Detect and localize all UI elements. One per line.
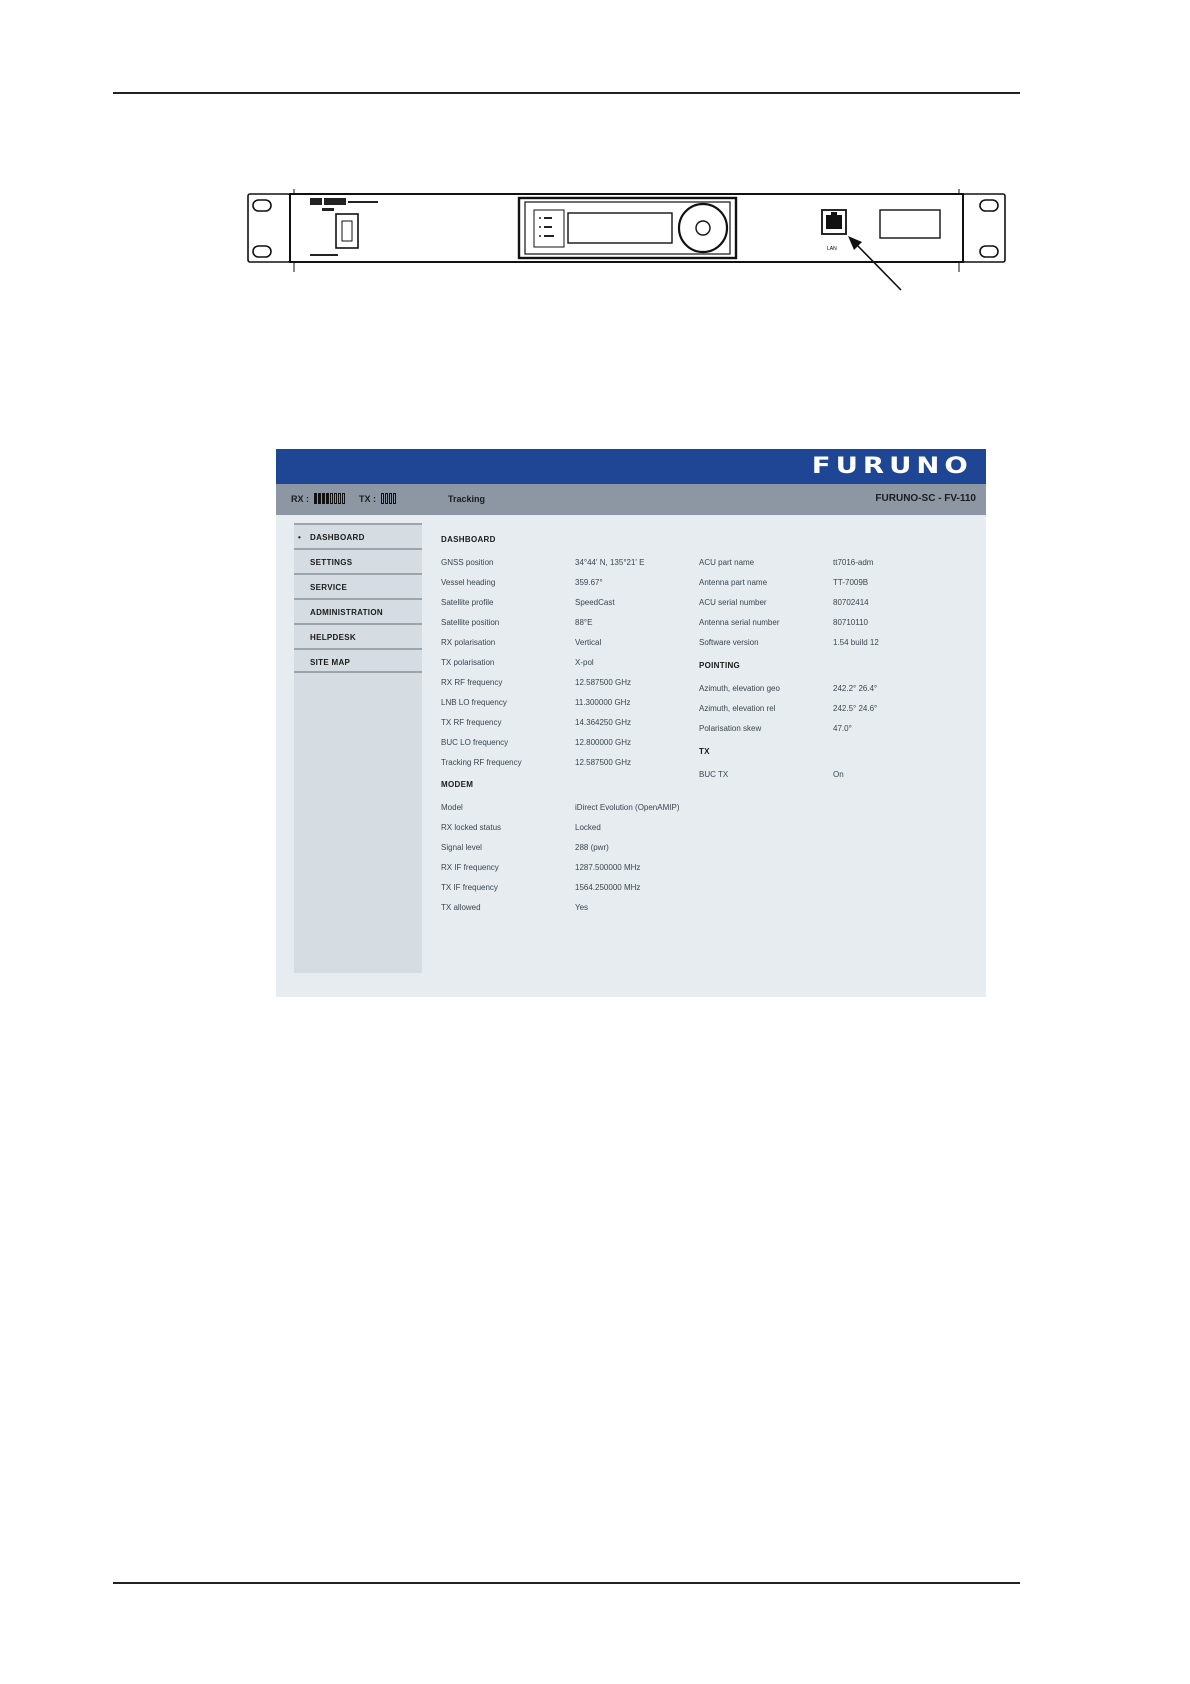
field-value: TT-7009B [833, 578, 869, 587]
field-value: 47.0° [833, 724, 852, 733]
field-value: 34°44' N, 135°21' E [575, 558, 645, 567]
sidebar [294, 523, 422, 973]
field-value: 359.67° [575, 578, 603, 587]
nav-label: HELPDESK [310, 633, 356, 642]
brand-mark [310, 198, 322, 205]
tx-title: TX [699, 747, 710, 756]
signal-bar [385, 493, 388, 504]
signal-bar [389, 493, 392, 504]
field-value: 242.5° 24.6° [833, 704, 878, 713]
signal-bar [393, 493, 396, 504]
label-window [880, 210, 940, 238]
field-value: 1287.500000 MHz [575, 863, 641, 872]
active-bullet: • [298, 533, 302, 542]
nav-label: DASHBOARD [310, 533, 365, 542]
pointing-title: POINTING [699, 661, 741, 670]
nav-site-map[interactable] [294, 648, 422, 673]
field-label: RX locked status [441, 823, 502, 832]
field-value: 11.300000 GHz [575, 698, 631, 707]
field-label: ACU serial number [699, 598, 767, 607]
signal-bar [342, 493, 345, 504]
field-value: X-pol [575, 658, 594, 667]
field-label: TX IF frequency [441, 883, 498, 892]
field-label: BUC TX [699, 770, 729, 779]
nav-administration[interactable] [294, 598, 422, 623]
navigation-keypad [679, 204, 727, 252]
signal-bar [334, 493, 337, 504]
field-label: TX allowed [441, 903, 481, 912]
field-value: 242.2° 26.4° [833, 684, 878, 693]
tx-label: TX : [359, 493, 376, 504]
field-value: 80710110 [833, 618, 868, 627]
tx-signal-indicator [359, 493, 396, 504]
field-label: TX RF frequency [441, 718, 502, 727]
field-value: tt7016-adm [833, 558, 874, 567]
field-value: 12.587500 GHz [575, 758, 632, 767]
field-value: Vertical [575, 638, 602, 647]
nav-dashboard[interactable] [294, 523, 422, 548]
web-interface [276, 449, 986, 997]
nav-helpdesk[interactable] [294, 623, 422, 648]
signal-bar [314, 493, 317, 504]
field-value: 288 (pwr) [575, 843, 609, 852]
rx-label: RX : [291, 493, 309, 504]
rack-unit-drawing [240, 184, 1020, 294]
nav-settings[interactable] [294, 548, 422, 573]
field-value: 1.54 build 12 [833, 638, 879, 647]
field-value: 12.800000 GHz [575, 738, 632, 747]
field-label: LNB LO frequency [441, 698, 507, 707]
nav-service[interactable] [294, 573, 422, 598]
field-label: Tracking RF frequency [441, 758, 522, 767]
field-value: 12.587500 GHz [575, 678, 632, 687]
lcd-display [568, 213, 672, 243]
field-value: Yes [575, 903, 589, 912]
signal-bar [338, 493, 341, 504]
field-label: Antenna part name [699, 578, 768, 587]
signal-bar [330, 493, 333, 504]
field-label: Model [441, 803, 463, 812]
ui-header [276, 449, 986, 484]
field-value: Locked [575, 823, 601, 832]
field-value: 1564.250000 MHz [575, 883, 641, 892]
tx-bars [381, 493, 396, 504]
product-name: FURUNO-SC - FV-110 [875, 493, 976, 504]
field-label: ACU part name [699, 558, 755, 567]
field-label: Software version [699, 638, 759, 647]
signal-bar [326, 493, 329, 504]
nav-label: SERVICE [310, 583, 348, 592]
field-label: RX IF frequency [441, 863, 499, 872]
field-label: Satellite profile [441, 598, 494, 607]
front-panel [290, 194, 963, 262]
dashboard-title: DASHBOARD [441, 535, 496, 544]
field-value: 80702414 [833, 598, 869, 607]
tracking-status: Tracking [448, 494, 486, 504]
field-value: iDirect Evolution (OpenAMIP) [575, 803, 680, 812]
modem-title: MODEM [441, 780, 474, 789]
nav-label: ADMINISTRATION [310, 608, 383, 617]
signal-bar [322, 493, 325, 504]
field-value: On [833, 770, 844, 779]
field-label: TX polarisation [441, 658, 495, 667]
field-value: SpeedCast [575, 598, 615, 607]
field-label: Vessel heading [441, 578, 496, 587]
field-label: Azimuth, elevation geo [699, 684, 780, 693]
rx-bars [314, 493, 345, 504]
field-label: RX polarisation [441, 638, 496, 647]
nav-label: SITE MAP [310, 658, 351, 667]
footer-rule [113, 1582, 1020, 1584]
furuno-logo: FURUNO [811, 454, 973, 479]
field-value: 14.364250 GHz [575, 718, 632, 727]
rx-signal-indicator [291, 493, 345, 504]
dashboard-panel [441, 535, 981, 975]
arrow-lan [854, 242, 901, 290]
field-label: GNSS position [441, 558, 494, 567]
field-label: Azimuth, elevation rel [699, 704, 776, 713]
left-rack-ear [248, 194, 290, 262]
field-label: Polarisation skew [699, 724, 762, 733]
field-label: BUC LO frequency [441, 738, 509, 747]
field-label: RX RF frequency [441, 678, 503, 687]
field-value: 88°E [575, 618, 593, 627]
signal-bar [318, 493, 321, 504]
nav-label: SETTINGS [310, 558, 353, 567]
power-switch [336, 214, 358, 248]
status-bar [276, 484, 986, 515]
signal-bar [381, 493, 384, 504]
field-label: Antenna serial number [699, 618, 780, 627]
lan-port-label: LAN [827, 246, 837, 252]
field-label: Signal level [441, 843, 482, 852]
field-label: Satellite position [441, 618, 500, 627]
header-rule [113, 92, 1020, 94]
